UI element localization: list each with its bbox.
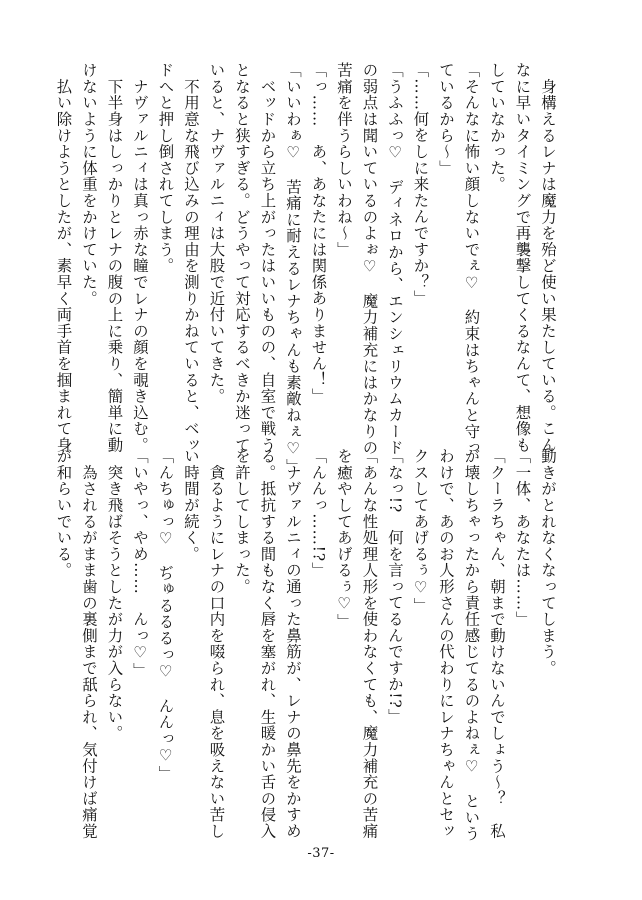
text-line: いると、ナヴァルニィは大股で近付いてきた。 xyxy=(207,62,226,405)
text-line: 動きがとれなくなってしまう。 xyxy=(539,448,557,677)
text-line: 「あんな性処理人形を使わなくても、魔力補充の苦痛 xyxy=(360,448,379,840)
text-line: 「いいわぁ♡ 苦痛に耐えるレナちゃんも素敵ねぇ♡」 xyxy=(284,62,302,475)
text-line: 「……何をしに来たんですか？」 xyxy=(411,62,430,307)
text-line: 「んちゅっ♡ ぢゅるるるっ♡ んんっ♡」 xyxy=(156,448,175,782)
text-line: 突き飛ばそうとしたが力が入らない。 xyxy=(105,448,124,742)
text-line: 「クーラちゃん、朝まで動けないんでしょう～？ 私 xyxy=(488,448,506,840)
text-line: 貪るようにレナの口内を啜られ、息を吸えない苦し xyxy=(207,448,226,840)
text-line: が壊しちゃったから責任感じてるのよねぇ♡ という xyxy=(462,448,481,842)
text-line: 苦痛を伴うらしいわね～」 xyxy=(335,62,353,258)
text-line: ベッドから立ち上がったはいいものの、自室で戦う xyxy=(258,62,277,454)
text-line: ドへと押し倒されてしまう。 xyxy=(156,62,175,274)
text-line: 為されるがまま歯の裏側まで舐られ、気付けば痛覚 xyxy=(80,448,98,840)
text-line: の弱点は聞いているのよぉ♡ 魔力補充にはかなりの xyxy=(360,62,379,456)
text-line: となると狭すぎる。どうやって対応するべきか迷って xyxy=(233,62,251,454)
text-line: ているから～」 xyxy=(437,62,455,177)
text-line: ナヴァルニィの通った鼻筋が、レナの鼻先をかすめ xyxy=(284,448,302,840)
text-line: る。抵抗する間もなく唇を塞がれ、生暖かい舌の侵入 xyxy=(258,448,277,840)
text-line: 「んんっ……!?」 xyxy=(309,448,328,579)
text-line: 「いやっ、やめ…… んっ♡」 xyxy=(131,448,149,679)
text-line: 「一体、あなたは……」 xyxy=(513,448,532,628)
text-line: けないように体重をかけていた。 xyxy=(80,62,98,307)
text-line: 「うふふっ♡ ディネロから、エンシェリウムカード xyxy=(386,62,404,456)
text-line: なに早いタイミングで再襲撃してくるなんて、想像も xyxy=(513,62,532,454)
text-line: 不用意な飛び込みの理由を測りかねていると、ベッ xyxy=(182,62,200,454)
text-line: わけで、あのお人形さんの代わりにレナちゃんとセッ xyxy=(437,448,455,840)
text-line: 「そんなに怖い顔しないでぇ♡ 約束はちゃんと守っ xyxy=(462,62,481,456)
text-line: していなかった。 xyxy=(488,62,506,193)
text-line: い時間が続く。 xyxy=(182,448,200,563)
text-line: 身構えるレナは魔力を殆ど使い果たしている。こん xyxy=(539,62,557,454)
page-number: -37- xyxy=(307,846,335,861)
text-line: が和らいでいる。 xyxy=(54,448,73,579)
text-block-bottom xyxy=(54,448,560,842)
text-line: クスしてあげるぅ♡」 xyxy=(411,448,430,614)
text-line: 払い除けようとしたが、素早く両手首を掴まれて身 xyxy=(54,62,73,454)
text-line: を許してしまった。 xyxy=(233,448,251,595)
text-line: 下半身はしっかりとレナの腹の上に乗り、簡単に動 xyxy=(105,62,124,454)
text-line: を癒やしてあげるぅ♡」 xyxy=(335,448,353,630)
text-line: ナヴァルニィは真っ赤な瞳でレナの顔を覗き込む。 xyxy=(131,62,149,454)
text-line: 「なっ!? 何を言ってるんですか!?」 xyxy=(386,448,404,725)
text-line: 「っ…… あ、あなたには関係ありません！」 xyxy=(309,62,328,405)
text-block-top xyxy=(54,62,560,475)
